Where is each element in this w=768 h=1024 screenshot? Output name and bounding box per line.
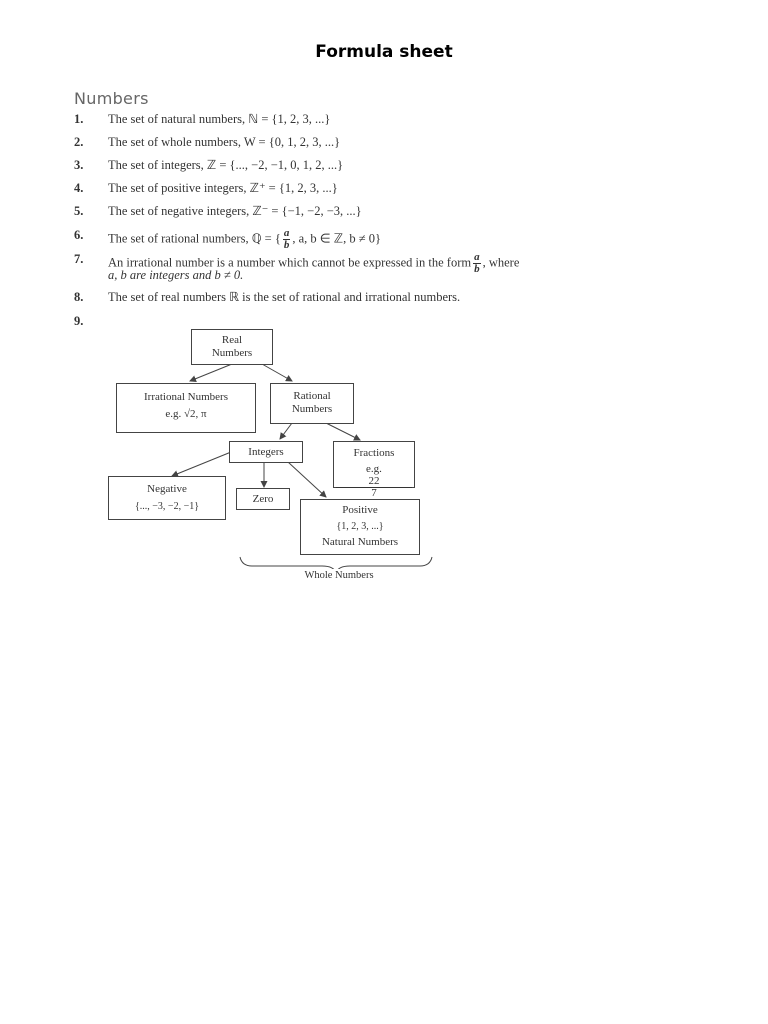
fraction-denominator: 7 (371, 487, 377, 499)
item-text: The set of negative integers, ℤ⁻ = {−1, −2, −3, ...} (108, 204, 362, 218)
rational-numbers-box (270, 383, 354, 424)
item-text: The set of positive integers, ℤ⁺ = {1, 2, 3, ...} (108, 181, 338, 195)
item-number: 3. (74, 158, 84, 172)
box-example: {1, 2, 3, ...} (336, 521, 384, 532)
arrow (262, 364, 292, 381)
box-label: Rational (293, 390, 331, 402)
item-text-after: , where (482, 255, 520, 270)
page-title: Formula sheet (315, 42, 453, 62)
item-number: 5. (74, 204, 84, 218)
box-label: Whole Numbers (304, 570, 374, 581)
item-text-before: An irrational number is a number which cannot be expressed in the form (108, 255, 472, 270)
item-text-before: The set of rational numbers, ℚ = { (108, 231, 281, 246)
box-label: Negative (147, 483, 187, 495)
item-number: 9. (74, 314, 84, 328)
box-label: Zero (252, 493, 274, 505)
box-label: Positive (342, 504, 378, 516)
fractions-box (333, 441, 415, 499)
fraction-numerator: 22 (336, 476, 412, 488)
box-label: Numbers (211, 347, 253, 359)
real-numbers-box (191, 329, 273, 365)
item-text-after: , a, b ∈ ℤ, b ≠ 0} (292, 231, 381, 246)
positive-box (300, 499, 420, 555)
box-label: Real (221, 334, 243, 346)
item-number: 7. (74, 252, 84, 266)
item-text: The set of real numbers ℝ is the set of rational and irrational numbers. (108, 290, 461, 304)
item-text: The set of whole numbers, W = {0, 1, 2, 3, ...} (108, 135, 341, 149)
irrational-numbers-box (116, 383, 256, 433)
section-heading: Numbers (74, 89, 149, 108)
negative-box (108, 476, 226, 520)
fraction-numerator: a (474, 251, 480, 263)
arrow (172, 450, 236, 476)
item-number: 4. (74, 181, 84, 195)
arrow (190, 364, 232, 381)
box-label: Numbers (291, 403, 333, 415)
box-label: Natural Numbers (321, 536, 399, 548)
zero-box (236, 488, 290, 510)
whole-numbers-label (276, 569, 402, 585)
item-number: 6. (74, 228, 84, 242)
box-example: {..., −3, −2, −1} (134, 501, 200, 512)
example-prefix: e.g. (366, 463, 382, 475)
box-label: Irrational Numbers (144, 391, 228, 403)
item-number: 8. (74, 290, 84, 304)
item-number: 1. (74, 112, 84, 126)
box-label: Integers (248, 446, 284, 458)
box-label: Fractions (353, 447, 395, 459)
box-example (334, 463, 414, 499)
item-number: 2. (74, 135, 84, 149)
item-text: The set of integers, ℤ = {..., −2, −1, 0, 1, 2, ...} (108, 158, 344, 172)
item-text: a, b are integers and b ≠ 0. (108, 268, 244, 282)
item-text: The set of natural numbers, ℕ = {1, 2, 3, ...} (108, 112, 331, 126)
fraction (336, 476, 412, 499)
fraction-denominator: b (474, 263, 480, 275)
fraction-denominator: b (283, 239, 290, 251)
arrow (326, 423, 360, 440)
box-example: e.g. √2, π (165, 408, 207, 420)
fraction-numerator: a (283, 227, 290, 239)
arrow (280, 423, 292, 439)
integers-box (229, 441, 303, 463)
arrow (288, 462, 326, 497)
